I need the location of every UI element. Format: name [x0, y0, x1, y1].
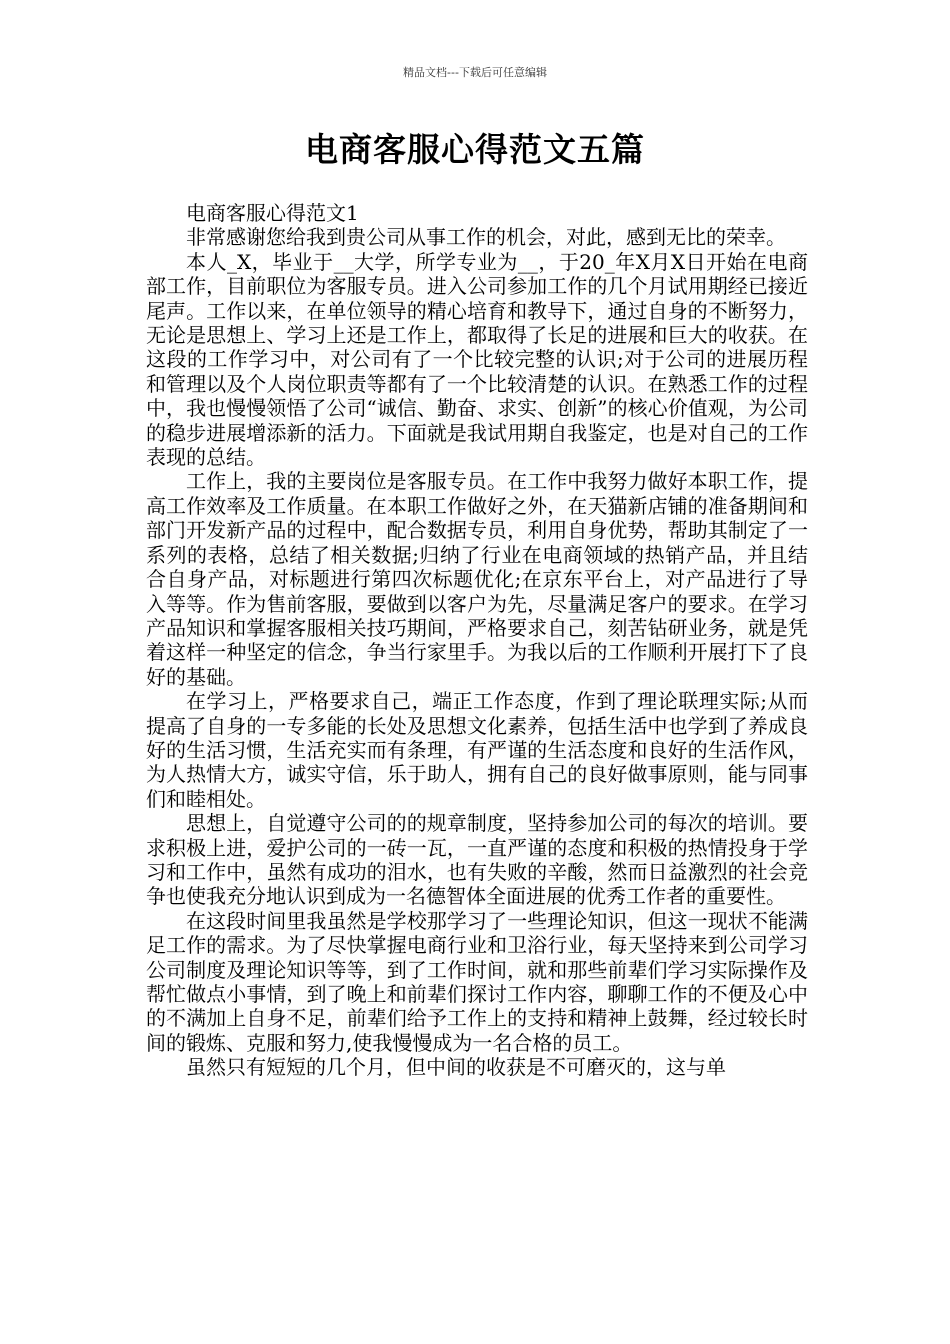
- document-body: [146, 201, 808, 1080]
- paragraph-3: 工作上，我的主要岗位是客服专员。在工作中我努力做好本职工作，提高工作效率及工作质量。在本职工作做好之外，在天猫新店铺的准备期间和部门开发新产品的过程中，配合数据专员，利用自身优势，帮助其制定了一系列的表格，总结了相关数据;归纳了行业在电商领域的热销产品，并且结合自身产品，对标题进行第四次标题优化;在京东平台上，对产品进行了导入等等。作为售前客服，要做到以客户为先，尽量满足客户的要求。在学习产品知识和掌握客服相关技巧期间，严格要求自己，刻苦钻研业务，就是凭着这样一种坚定的信念，争当行家里手。为我以后的工作顺利开展打下了良好的基础。: [146, 469, 808, 689]
- paragraph-6: 在这段时间里我虽然是学校那学习了一些理论知识，但这一现状不能满足工作的需求。为了尽快掌握电商行业和卫浴行业，每天坚持来到公司学习公司制度及理论知识等等，到了工作时间，就和那些前辈们学习实际操作及帮忙做点小事情，到了晚上和前辈们探讨工作内容，聊聊工作的不便及心中的不满加上自身不足，前辈们给予工作上的支持和精神上鼓舞，经过较长时间的锻炼、克服和努力,使我慢慢成为一名合格的员工。: [146, 908, 808, 1055]
- paragraph-1: 非常感谢您给我到贵公司从事工作的机会，对此，感到无比的荣幸。: [186, 225, 786, 250]
- section-heading: 电商客服心得范文1: [186, 201, 359, 225]
- paragraph-5: 思想上，自觉遵守公司的的规章制度，坚持参加公司的每次的培训。要求积极上进，爱护公司的一砖一瓦，一直严谨的态度和积极的热情投身于学习和工作中，虽然有成功的泪水，也有失败的辛酸，然而日益激烈的社会竞争也使我充分地认识到成为一名德智体全面进展的优秀工作者的重要性。: [146, 811, 808, 909]
- document-title: 电商客服心得范文五篇: [305, 130, 645, 169]
- paragraph-7: 虽然只有短短的几个月，但中间的收获是不可磨灭的，这与单: [186, 1055, 726, 1080]
- paragraph-2: 本人_X，毕业于__大学，所学专业为__，于20_年X月X日开始在电商部工作，目前职位为客服专员。进入公司参加工作的几个月试用期经已接近尾声。工作以来，在单位领导的精心培育和教导下，通过自身的不断努力，无论是思想上、学习上还是工作上，都取得了长足的进展和巨大的收获。在这段的工作学习中，对公司有了一个比较完整的认识;对于公司的进展历程和管理以及个人岗位职责等都有了一个比较清楚的认识。在熟悉工作的过程中，我也慢慢领悟了公司“诚信、勤奋、求实、创新”的核心价值观，为公司的稳步进展增添新的活力。下面就是我试用期自我鉴定，也是对自己的工作表现的总结。: [146, 249, 808, 470]
- page-header-note: 精品文档---下载后可任意编辑: [403, 66, 547, 79]
- paragraph-4: 在学习上，严格要求自己，端正工作态度，作到了理论联理实际;从而提高了自身的一专多能的长处及思想文化素养，包括生活中也学到了养成良好的生活习惯，生活充实而有条理，有严谨的生活态度和良好的生活作风，为人热情大方，诚实守信，乐于助人，拥有自己的良好做事原则，能与同事们和睦相处。: [146, 689, 808, 811]
